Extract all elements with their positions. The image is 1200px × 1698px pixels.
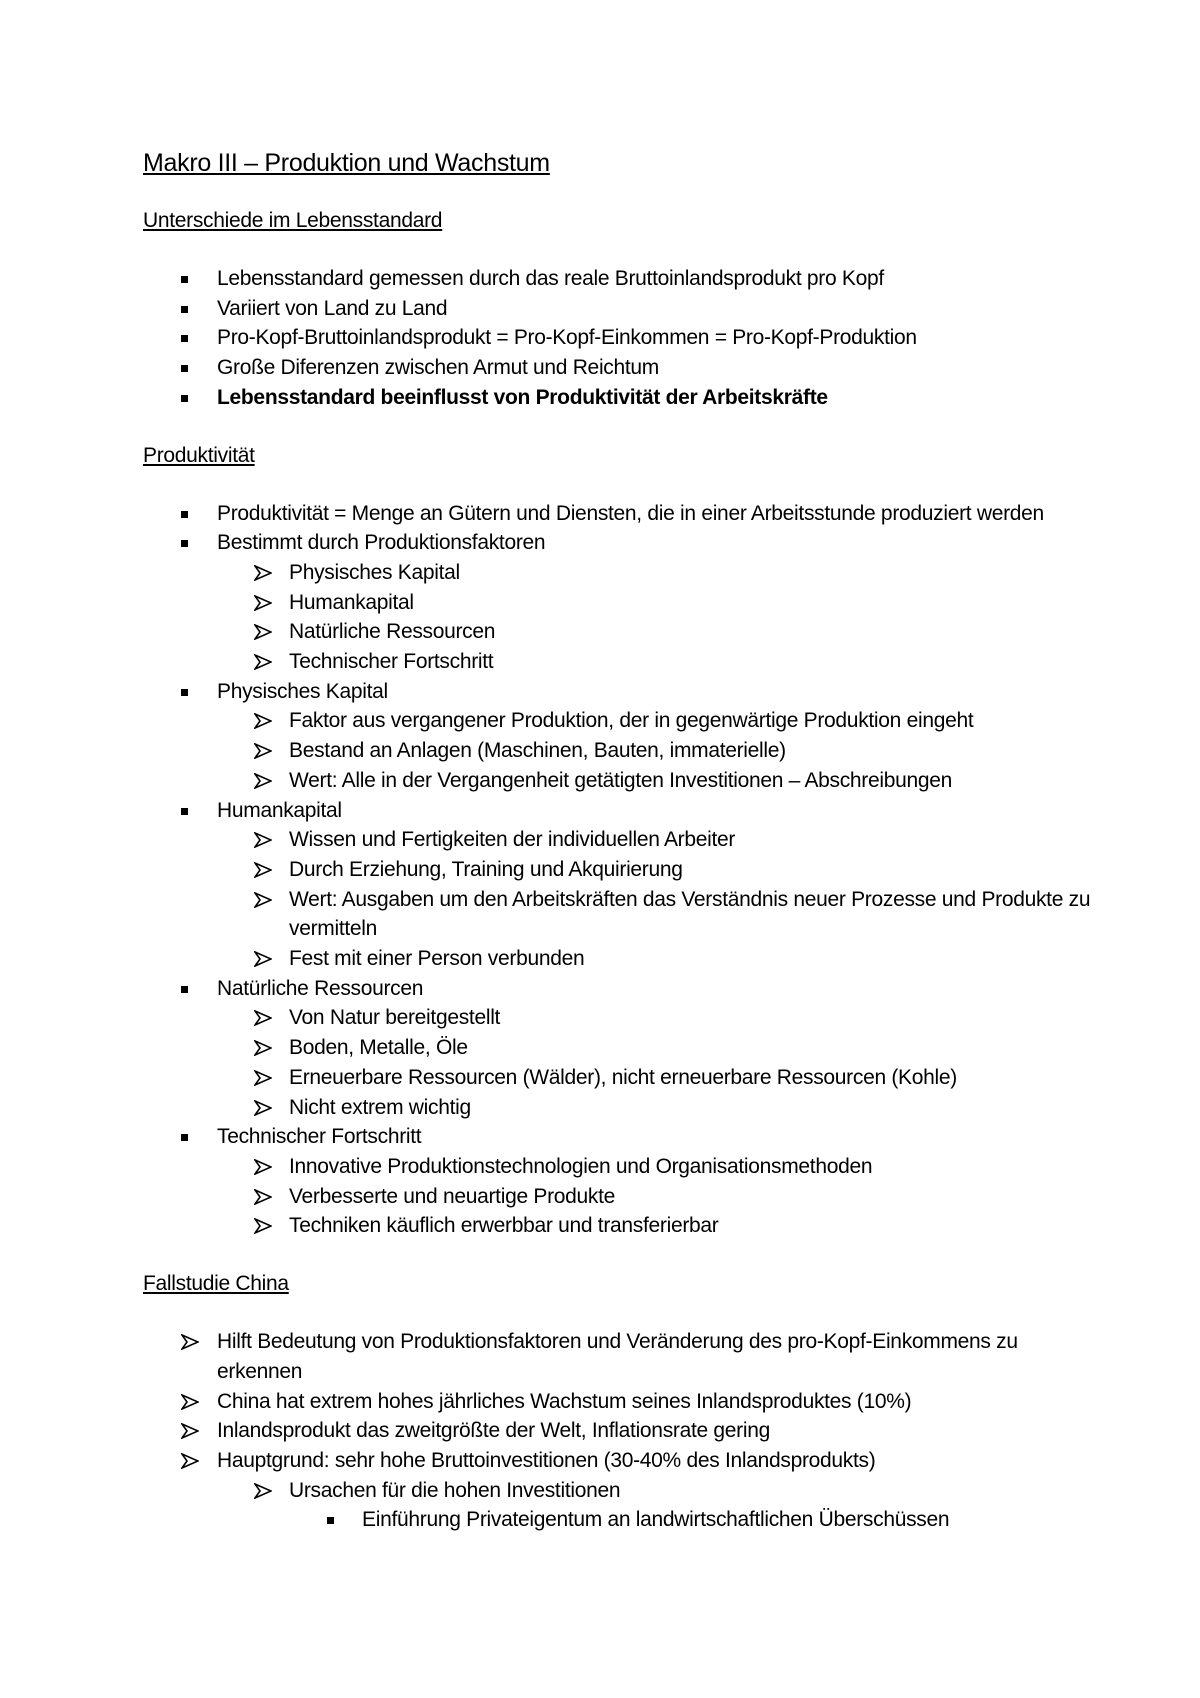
- list-item-emphasis: Lebensstandard beeinflusst von Produktivität der Arbeitskräfte: [217, 385, 828, 409]
- list-item: Große Diferenzen zwischen Armut und Reichtum: [217, 356, 659, 380]
- section-heading-produktivitaet: Produktivität: [143, 443, 255, 467]
- list-item: Physisches Kapital: [217, 679, 388, 703]
- section-heading-lebensstandard: Unterschiede im Lebensstandard: [143, 209, 443, 232]
- produktivitaet-list: [143, 499, 1103, 1242]
- sub-list-item: Wert: Alle in der Vergangenheit getätigten Investitionen – Abschreibungen: [143, 766, 1103, 796]
- list-item: Humankapital: [217, 798, 342, 822]
- sub-sub-list-item: Einführung Privateigentum an landwirtschaftlichen Überschüssen: [362, 1508, 950, 1532]
- sub-list-item: Technischer Fortschritt: [143, 647, 1103, 677]
- sub-list-item: Innovative Produktionstechnologien und Organisationsmethoden: [143, 1152, 1103, 1182]
- list-item: Variiert von Land zu Land: [217, 296, 448, 320]
- section-heading-fallstudie-china: Fallstudie China: [143, 1272, 289, 1296]
- sub-list-item: Ursachen für die hohen Investitionen: [143, 1476, 1103, 1506]
- sub-list-item: Nicht extrem wichtig: [143, 1093, 1103, 1123]
- list-item: China hat extrem hohes jährliches Wachstum seines Inlandsproduktes (10%): [143, 1387, 1103, 1417]
- spacer: [143, 186, 1103, 206]
- document-title: Makro III – Produktion und Wachstum: [143, 149, 550, 177]
- sub-list-item: Natürliche Ressourcen: [143, 617, 1103, 647]
- lebensstandard-list: [143, 264, 1103, 413]
- sub-list-item: Bestand an Anlagen (Maschinen, Bauten, immaterielle): [143, 736, 1103, 766]
- spacer: [143, 1241, 1103, 1269]
- list-item: Hilft Bedeutung von Produktionsfaktoren und Veränderung des pro-Kopf-Einkommens zu erkennen: [143, 1327, 1103, 1386]
- spacer: [143, 1299, 1103, 1327]
- spacer: [143, 471, 1103, 499]
- list-item: Hauptgrund: sehr hohe Bruttoinvestitionen (30-40% des Inlandsprodukts): [143, 1446, 1103, 1476]
- list-item: Inlandsprodukt das zweitgrößte der Welt, Inflationsrate gering: [143, 1416, 1103, 1446]
- list-item: Technischer Fortschritt: [217, 1125, 422, 1149]
- sub-list-item: Verbesserte und neuartige Produkte: [143, 1182, 1103, 1212]
- spacer: [143, 236, 1103, 264]
- sub-list-item: Boden, Metalle, Öle: [143, 1033, 1103, 1063]
- sub-list-item: Erneuerbare Ressourcen (Wälder), nicht erneuerbare Ressourcen (Kohle): [143, 1063, 1103, 1093]
- list-item: Pro-Kopf-Bruttoinlandsprodukt = Pro-Kopf-Einkommen = Pro-Kopf-Produktion: [217, 326, 917, 350]
- document-page: [143, 140, 1103, 1535]
- sub-list-item: Wissen und Fertigkeiten der individuellen Arbeiter: [143, 825, 1103, 855]
- sub-list-item: Physisches Kapital: [143, 558, 1103, 588]
- sub-list-item: Techniken käuflich erwerbbar und transferierbar: [143, 1211, 1103, 1241]
- sub-list-item: Fest mit einer Person verbunden: [143, 944, 1103, 974]
- sub-list-item: Durch Erziehung, Training und Akquirierung: [143, 855, 1103, 885]
- list-item: Natürliche Ressourcen: [217, 976, 424, 1000]
- list-item: Lebensstandard gemessen durch das reale Bruttoinlandsprodukt pro Kopf: [217, 267, 884, 290]
- spacer: [143, 413, 1103, 441]
- sub-list-item: Von Natur bereitgestellt: [143, 1003, 1103, 1033]
- list-item: Produktivität = Menge an Gütern und Diensten, die in einer Arbeitsstunde produziert werden: [217, 501, 1044, 525]
- sub-list-item: Humankapital: [143, 588, 1103, 618]
- sub-list-item: Wert: Ausgaben um den Arbeitskräften das Verständnis neuer Prozesse und Produkte zu vermitteln: [143, 885, 1103, 944]
- fallstudie-china-list: [143, 1327, 1103, 1535]
- sub-list-item: Faktor aus vergangener Produktion, der in gegenwärtige Produktion eingeht: [143, 706, 1103, 736]
- list-item: Bestimmt durch Produktionsfaktoren: [217, 531, 546, 555]
